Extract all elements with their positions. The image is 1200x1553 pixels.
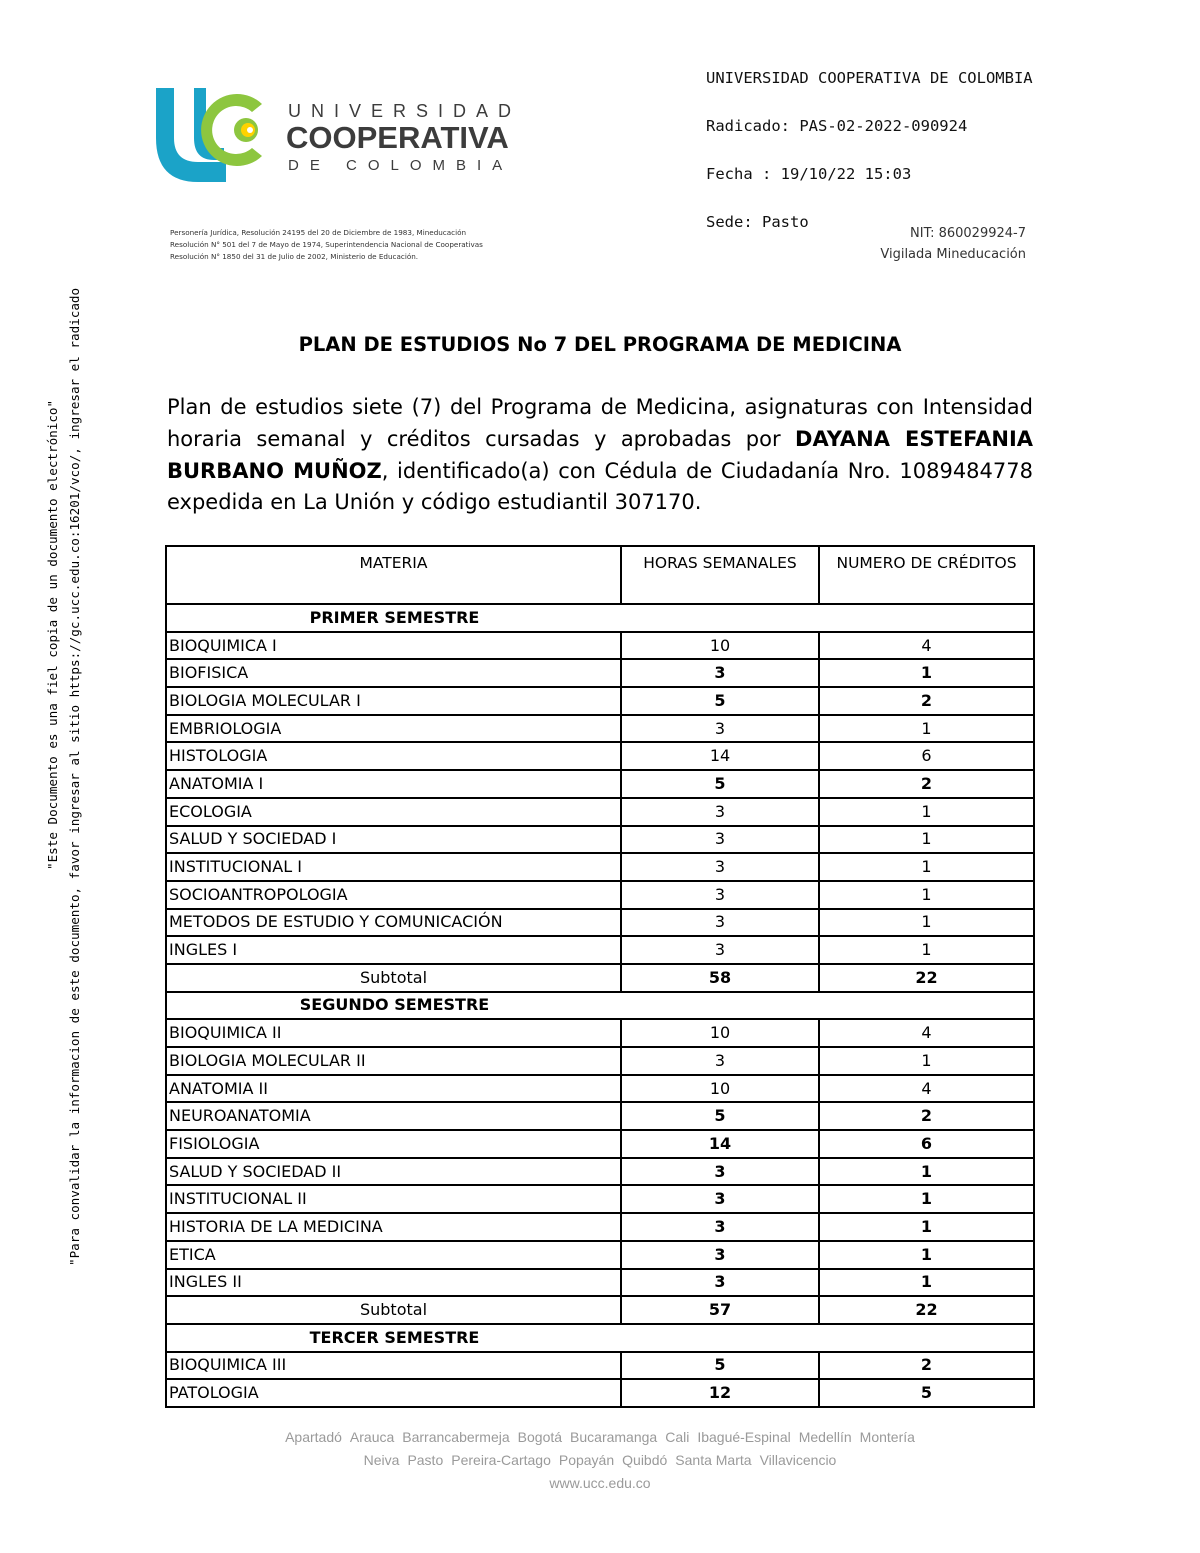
legal-line: Resolución N° 1850 del 31 de Julio de 2002, Ministerio de Educación. [170, 252, 419, 261]
credits: 4 [819, 632, 1034, 660]
table-row [166, 798, 1034, 826]
subject-name: INGLES II [166, 1269, 621, 1297]
weekly-hours: 3 [621, 798, 819, 826]
weekly-hours: 3 [621, 1047, 819, 1075]
weekly-hours: 5 [621, 1102, 819, 1130]
table-row [166, 1019, 1034, 1047]
side-validation-notes [45, 44, 85, 1266]
footer-city: Montería [859, 1429, 915, 1445]
footer-city: Neiva [363, 1452, 400, 1468]
semester-header-cell [166, 604, 1034, 632]
credits: 2 [819, 770, 1034, 798]
credits: 2 [819, 1352, 1034, 1380]
credits: 4 [819, 1075, 1034, 1103]
semester-name: SEGUNDO SEMESTRE [299, 995, 490, 1015]
footer-city: Bucaramanga [570, 1429, 658, 1445]
footer [200, 1426, 1000, 1495]
weekly-hours: 5 [621, 1352, 819, 1380]
table-row [166, 936, 1034, 964]
credits: 1 [819, 853, 1034, 881]
credits: 1 [819, 1241, 1034, 1269]
table-row [166, 1379, 1034, 1407]
weekly-hours: 12 [621, 1379, 819, 1407]
credits: 1 [819, 826, 1034, 854]
footer-website: www.ucc.edu.co [549, 1475, 651, 1491]
stamp-university: UNIVERSIDAD COOPERATIVA DE COLOMBIA [706, 69, 1033, 87]
subtotal-label: Subtotal [166, 964, 621, 992]
nit-block [880, 223, 1026, 265]
student-name: DAYANA ESTEFANIA BURBANO MUÑOZ [167, 426, 1034, 483]
subject-name: SOCIOANTROPOLOGIA [166, 881, 621, 909]
side-note-copy: "Este Documento es una fiel copia de un documento electrónico" [45, 399, 60, 870]
weekly-hours: 3 [621, 909, 819, 937]
footer-cities-line2 [200, 1449, 1000, 1472]
subject-name: HISTOLOGIA [166, 742, 621, 770]
weekly-hours: 3 [621, 659, 819, 687]
credits: 1 [819, 798, 1034, 826]
semester-header-row [166, 992, 1034, 1020]
table-row [166, 632, 1034, 660]
weekly-hours: 10 [621, 1019, 819, 1047]
table-row [166, 742, 1034, 770]
table-row [166, 687, 1034, 715]
footer-city: Santa Marta [675, 1452, 752, 1468]
credits: 1 [819, 881, 1034, 909]
subject-name: ANATOMIA I [166, 770, 621, 798]
weekly-hours: 5 [621, 770, 819, 798]
subject-name: BIOQUIMICA I [166, 632, 621, 660]
subject-name: NEUROANATOMIA [166, 1102, 621, 1130]
subject-name: ETICA [166, 1241, 621, 1269]
subject-name: BIOQUIMICA III [166, 1352, 621, 1380]
weekly-hours: 3 [621, 715, 819, 743]
table-row [166, 1213, 1034, 1241]
ucc-logo-mark [156, 88, 262, 182]
credits: 5 [819, 1379, 1034, 1407]
footer-city: Apartadó [285, 1429, 342, 1445]
table-row [166, 1102, 1034, 1130]
semester-header-cell [166, 992, 1034, 1020]
credits: 1 [819, 1269, 1034, 1297]
subtotal-hours: 57 [621, 1296, 819, 1324]
weekly-hours: 14 [621, 742, 819, 770]
intro-text-part2: , identificado(a) con Cédula de Ciudadanía Nro. 1089484778 expedida en La Unión y código estudiantil 307170. [167, 458, 1033, 515]
stamp-sede: Sede: Pasto [706, 213, 809, 231]
document-title: PLAN DE ESTUDIOS No 7 DEL PROGRAMA DE MEDICINA [298, 333, 902, 356]
weekly-hours: 10 [621, 1075, 819, 1103]
weekly-hours: 5 [621, 687, 819, 715]
subject-name: SALUD Y SOCIEDAD II [166, 1158, 621, 1186]
credits: 6 [819, 1130, 1034, 1158]
credits: 1 [819, 936, 1034, 964]
subject-name: SALUD Y SOCIEDAD I [166, 826, 621, 854]
radicado-stamp [706, 38, 1033, 246]
footer-city: Quibdó [622, 1452, 668, 1468]
header-materia: MATERIA [166, 546, 621, 604]
study-plan-table [165, 545, 1035, 1408]
credits: 1 [819, 1047, 1034, 1075]
footer-city: Popayán [558, 1452, 615, 1468]
subject-name: BIOLOGIA MOLECULAR I [166, 687, 621, 715]
subject-name: BIOFISICA [166, 659, 621, 687]
stamp-fecha: Fecha : 19/10/22 15:03 [706, 165, 912, 183]
footer-city: Barrancabermeja [402, 1429, 510, 1445]
subtotal-credits: 22 [819, 1296, 1034, 1324]
intro-paragraph [167, 392, 1033, 519]
logo-line-colombia: DE COLOMBIA [288, 157, 514, 174]
subject-name: METODOS DE ESTUDIO Y COMUNICACIÓN [166, 909, 621, 937]
subject-name: HISTORIA DE LA MEDICINA [166, 1213, 621, 1241]
table-row [166, 853, 1034, 881]
weekly-hours: 3 [621, 1241, 819, 1269]
table-row [166, 1130, 1034, 1158]
credits: 1 [819, 659, 1034, 687]
logo-line-cooperativa: COOPERATIVA [286, 120, 509, 155]
footer-city: Villavicencio [759, 1452, 837, 1468]
table-row [166, 1075, 1034, 1103]
semester-header-row [166, 604, 1034, 632]
table-row [166, 1352, 1034, 1380]
subject-name: INSTITUCIONAL II [166, 1185, 621, 1213]
semester-header-cell [166, 1324, 1034, 1352]
subject-name: FISIOLOGIA [166, 1130, 621, 1158]
logo-line-universidad: UNIVERSIDAD [288, 101, 522, 121]
credits: 6 [819, 742, 1034, 770]
intro-text-part1: Plan de estudios siete (7) del Programa de Medicina, asignaturas con Intensidad horaria semanal y créditos cursadas y aprobadas por [167, 395, 1033, 451]
subject-name: ANATOMIA II [166, 1075, 621, 1103]
stamp-radicado: Radicado: PAS-02-2022-090924 [706, 117, 968, 135]
table-row [166, 1269, 1034, 1297]
weekly-hours: 3 [621, 881, 819, 909]
table-row [166, 770, 1034, 798]
credits: 1 [819, 1213, 1034, 1241]
header-creditos: NUMERO DE CRÉDITOS [819, 546, 1034, 604]
semester-header-row [166, 1324, 1034, 1352]
footer-city: Pereira-Cartago [451, 1452, 551, 1468]
footer-city: Bogotá [517, 1429, 563, 1445]
table-header-row [166, 546, 1034, 604]
credits: 1 [819, 909, 1034, 937]
subject-name: ECOLOGIA [166, 798, 621, 826]
vigilada-text: Vigilada Mineducación [880, 247, 1026, 262]
semester-name: PRIMER SEMESTRE [309, 607, 480, 627]
weekly-hours: 3 [621, 1158, 819, 1186]
footer-city: Medellín [798, 1429, 852, 1445]
weekly-hours: 3 [621, 1269, 819, 1297]
credits: 2 [819, 687, 1034, 715]
subject-name: INGLES I [166, 936, 621, 964]
subtotal-credits: 22 [819, 964, 1034, 992]
table-row [166, 1047, 1034, 1075]
legal-resolutions [170, 227, 483, 263]
header-horas: HORAS SEMANALES [621, 546, 819, 604]
weekly-hours: 3 [621, 1185, 819, 1213]
subtotal-row [166, 964, 1034, 992]
footer-city: Arauca [349, 1429, 395, 1445]
table-row [166, 1185, 1034, 1213]
weekly-hours: 3 [621, 826, 819, 854]
table-row [166, 826, 1034, 854]
weekly-hours: 14 [621, 1130, 819, 1158]
credits: 1 [819, 1185, 1034, 1213]
semester-name: TERCER SEMESTRE [309, 1327, 480, 1347]
weekly-hours: 10 [621, 632, 819, 660]
study-plan-body [166, 546, 1034, 1407]
subject-name: EMBRIOLOGIA [166, 715, 621, 743]
legal-line: Personería Jurídica, Resolución 24195 del 20 de Diciembre de 1983, Mineducación [170, 228, 467, 237]
credits: 1 [819, 715, 1034, 743]
footer-city: Ibagué-Espinal [697, 1429, 791, 1445]
weekly-hours: 3 [621, 1213, 819, 1241]
table-row [166, 659, 1034, 687]
footer-cities-line1 [200, 1426, 1000, 1449]
nit-number: NIT: 860029924-7 [910, 226, 1026, 241]
footer-city: Pasto [407, 1452, 444, 1468]
subtotal-row [166, 1296, 1034, 1324]
table-row [166, 881, 1034, 909]
weekly-hours: 3 [621, 853, 819, 881]
legal-line: Resolución N° 501 del 7 de Mayo de 1974, Superintendencia Nacional de Cooperativas [170, 240, 483, 249]
subject-name: BIOLOGIA MOLECULAR II [166, 1047, 621, 1075]
table-row [166, 715, 1034, 743]
subtotal-hours: 58 [621, 964, 819, 992]
footer-city: Cali [665, 1429, 690, 1445]
subject-name: INSTITUCIONAL I [166, 853, 621, 881]
subtotal-label: Subtotal [166, 1296, 621, 1324]
subject-name: BIOQUIMICA II [166, 1019, 621, 1047]
subject-name: PATOLOGIA [166, 1379, 621, 1407]
ucc-logo [154, 86, 524, 186]
credits: 1 [819, 1158, 1034, 1186]
credits: 4 [819, 1019, 1034, 1047]
table-row [166, 1241, 1034, 1269]
side-note-validation: "Para convalidar la informacion de este documento, favor ingresar al sitio https://gc.ucc.edu.co:16201/vco/, ingresar el radicado [67, 287, 82, 1266]
weekly-hours: 3 [621, 936, 819, 964]
table-row [166, 1158, 1034, 1186]
table-row [166, 909, 1034, 937]
credits: 2 [819, 1102, 1034, 1130]
